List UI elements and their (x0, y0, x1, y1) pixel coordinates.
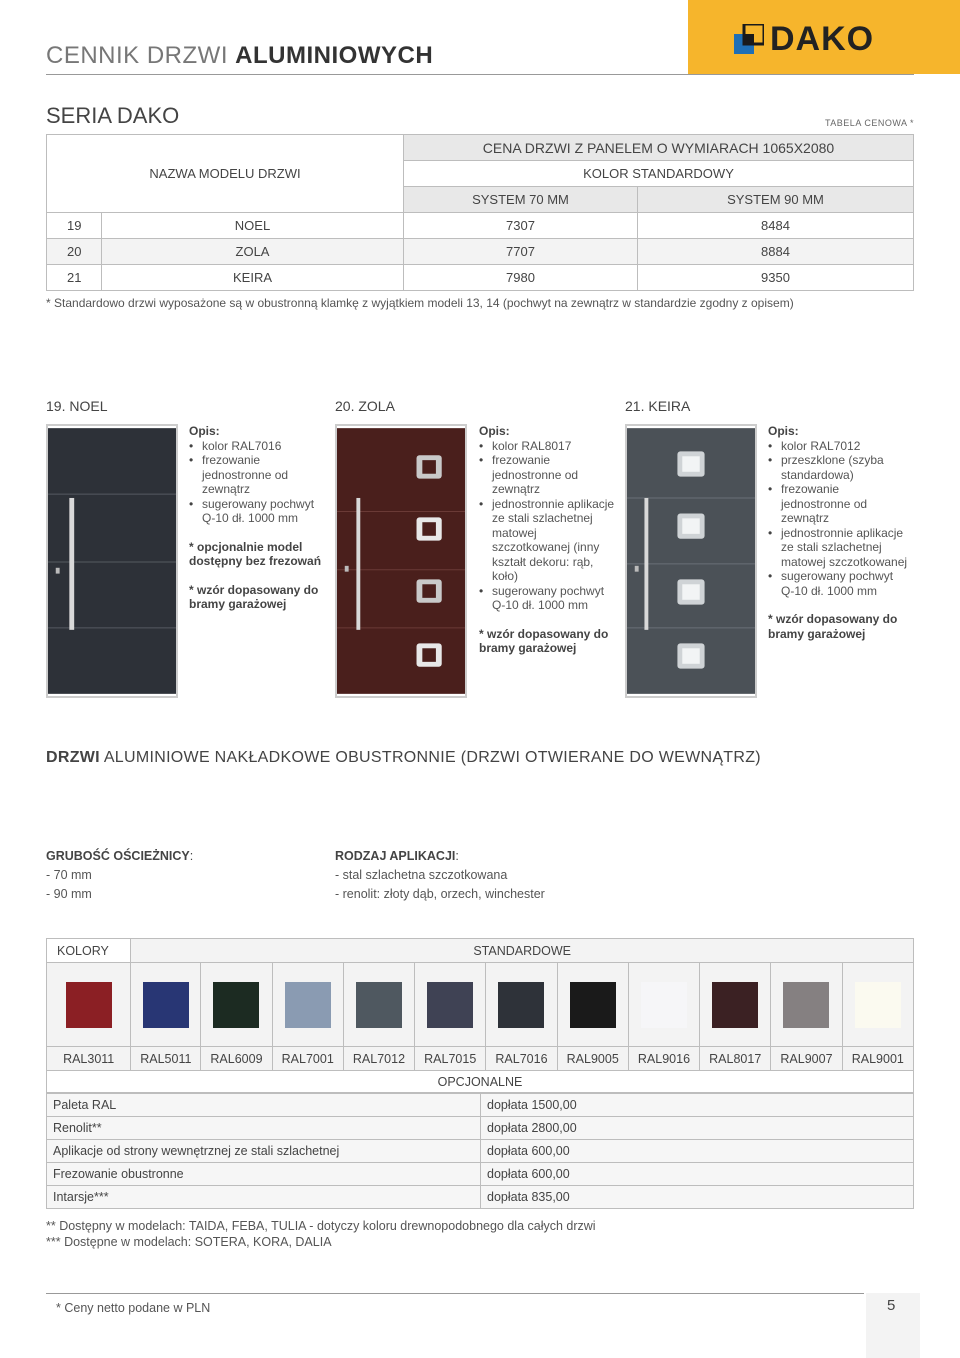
color-name: RAL7015 (415, 1047, 486, 1071)
color-name: RAL9007 (771, 1047, 842, 1071)
list-item: • sugerowany pochwyt Q-10 dł. 1000 mm (479, 584, 617, 613)
colors-label: KOLORY (47, 939, 131, 963)
color-swatch-cell (131, 963, 201, 1047)
list-item: • jednostronnie aplikacje ze stali szlachetnej matowej szczotkowanej (inny kształt dekoru: rąb, koło) (479, 497, 617, 584)
color-name: RAL7016 (486, 1047, 557, 1071)
table-row: 21 KEIRA 7980 9350 (47, 265, 914, 291)
standard-colors-label: STANDARDOWE (131, 939, 914, 963)
color-name: RAL9001 (842, 1047, 913, 1071)
list-item: • sugerowany pochwyt Q-10 dł. 1000 mm (189, 497, 324, 526)
color-swatch (712, 982, 758, 1028)
color-swatch (641, 982, 687, 1028)
footer-note: * Ceny netto podane w PLN (56, 1301, 211, 1315)
section-title: DRZWI ALUMINIOWE NAKŁADKOWE OBUSTRONNIE (DRZWI OTWIERANE DO WEWNĄTRZ) (46, 749, 761, 766)
price-table-label: TABELA CENOWA * (824, 118, 914, 128)
table-row: Renolit** dopłata 2800,00 (47, 1117, 914, 1140)
color-swatch-cell (628, 963, 699, 1047)
col-system-90: SYSTEM 90 MM (638, 187, 914, 213)
color-swatch-cell (486, 963, 557, 1047)
list-item: • jednostronnie aplikacje ze stali szlachetnej matowej szczotkowanej (768, 526, 908, 570)
color-swatch (285, 982, 331, 1028)
color-swatch (427, 982, 473, 1028)
color-swatch (498, 982, 544, 1028)
color-swatch-cell (343, 963, 414, 1047)
price-table-title: CENA DRZWI Z PANELEM O WYMIARACH 1065X2080 (404, 135, 914, 161)
color-swatch-cell (201, 963, 272, 1047)
door-label-noel: 19. NOEL (46, 398, 108, 414)
color-swatch (356, 982, 402, 1028)
list-item: • kolor RAL8017 (479, 439, 617, 454)
list-item: • frezowanie jednostronne od zewnątrz (479, 453, 617, 497)
door-image-keira (625, 424, 757, 698)
handle-note: * Standardowo drzwi wyposażone są w obustronną klamkę z wyjątkiem modeli 13, 14 (pochwyt na zewnątrz w standardzie zgodny z opisem) (46, 296, 794, 310)
list-item: • sugerowany pochwyt Q-10 dł. 1000 mm (768, 569, 908, 598)
color-swatch-cell (771, 963, 842, 1047)
col-model-name: NAZWA MODELU DRZWI (47, 135, 404, 213)
price-table-subtitle: KOLOR STANDARDOWY (404, 161, 914, 187)
col-system-70: SYSTEM 70 MM (404, 187, 638, 213)
application-type-block: RODZAJ APLIKACJI: - stal szlachetna szczotkowana - renolit: złoty dąb, orzech, winchester (335, 849, 545, 901)
color-name: RAL6009 (201, 1047, 272, 1071)
color-swatch-cell (557, 963, 628, 1047)
table-row: Aplikacje od strony wewnętrznej ze stali szlachetnej dopłata 600,00 (47, 1140, 914, 1163)
page-number: 5 (887, 1297, 896, 1314)
color-name: RAL8017 (700, 1047, 771, 1071)
color-name: RAL3011 (47, 1047, 131, 1071)
door-image-noel (46, 424, 178, 698)
footer-divider (46, 1293, 864, 1294)
color-name: RAL7012 (343, 1047, 414, 1071)
logo-text: DAKO (770, 20, 875, 58)
footnote-intarsje: *** Dostępne w modelach: SOTERA, KORA, DALIA (46, 1235, 332, 1249)
table-row: 19 NOEL 7307 8484 (47, 213, 914, 239)
color-name: RAL5011 (131, 1047, 201, 1071)
color-swatch-cell (47, 963, 131, 1047)
series-title: SERIA DAKO (46, 103, 180, 128)
header-divider (46, 74, 914, 75)
color-swatch-cell (842, 963, 913, 1047)
color-swatch (570, 982, 616, 1028)
door-description-keira: Opis: • kolor RAL7012 • przeszklone (szyba standardowa) • frezowanie jednostronne od zewnątrz • jednostronnie aplikacje ze stali szlachetnej matowej szczotkowanej • sugerowany pochwyt Q-10 dł. 1000 mm * wzór dopasowany do bramy garażowej (768, 424, 908, 641)
color-swatch (783, 982, 829, 1028)
table-row: Intarsje*** dopłata 835,00 (47, 1186, 914, 1209)
frame-thickness-block: GRUBOŚĆ OŚCIEŻNICY: - 70 mm - 90 mm (46, 849, 194, 901)
color-swatch (143, 982, 189, 1028)
door-label-keira: 21. KEIRA (625, 398, 691, 414)
optional-label: OPCJONALNE (47, 1071, 914, 1093)
price-table (46, 134, 914, 291)
color-swatch-cell (700, 963, 771, 1047)
color-swatch-cell (272, 963, 343, 1047)
color-swatch-cell (415, 963, 486, 1047)
table-row: Paleta RAL dopłata 1500,00 (47, 1094, 914, 1117)
footnote-renolit: ** Dostępny w modelach: TAIDA, FEBA, TULIA - dotyczy koloru drewnopodobnego dla całych drzwi (46, 1219, 596, 1233)
page-title: CENNIK DRZWI ALUMINIOWYCH (46, 42, 434, 69)
list-item: • kolor RAL7012 (768, 439, 908, 454)
colors-table (46, 938, 914, 1093)
door-description-noel: Opis: • kolor RAL7016 • frezowanie jednostronne od zewnątrz • sugerowany pochwyt Q-10 dł. 1000 mm * opcjonalnie model dostępny bez frezowań * wzór dopasowany do bramy garażowej (189, 424, 324, 612)
door-image-zola (335, 424, 467, 698)
list-item: • kolor RAL7016 (189, 439, 324, 454)
surcharge-table (46, 1093, 914, 1209)
door-description-zola: Opis: • kolor RAL8017 • frezowanie jednostronne od zewnątrz • jednostronnie aplikacje ze stali szlachetnej matowej szczotkowanej (inny kształt dekoru: rąb, koło) • sugerowany pochwyt Q-10 dł. 1000 mm * wzór dopasowany do bramy garażowej (479, 424, 617, 656)
color-name: RAL7001 (272, 1047, 343, 1071)
table-row: Frezowanie obustronne dopłata 600,00 (47, 1163, 914, 1186)
dako-logo-icon (734, 24, 764, 54)
table-row: 20 ZOLA 7707 8884 (47, 239, 914, 265)
color-swatch (213, 982, 259, 1028)
list-item: • frezowanie jednostronne od zewnątrz (189, 453, 324, 497)
color-swatch (855, 982, 901, 1028)
list-item: • frezowanie jednostronne od zewnątrz (768, 482, 908, 526)
color-name: RAL9005 (557, 1047, 628, 1071)
color-name: RAL9016 (628, 1047, 699, 1071)
color-swatch (66, 982, 112, 1028)
list-item: • przeszklone (szyba standardowa) (768, 453, 908, 482)
door-label-zola: 20. ZOLA (335, 398, 395, 414)
